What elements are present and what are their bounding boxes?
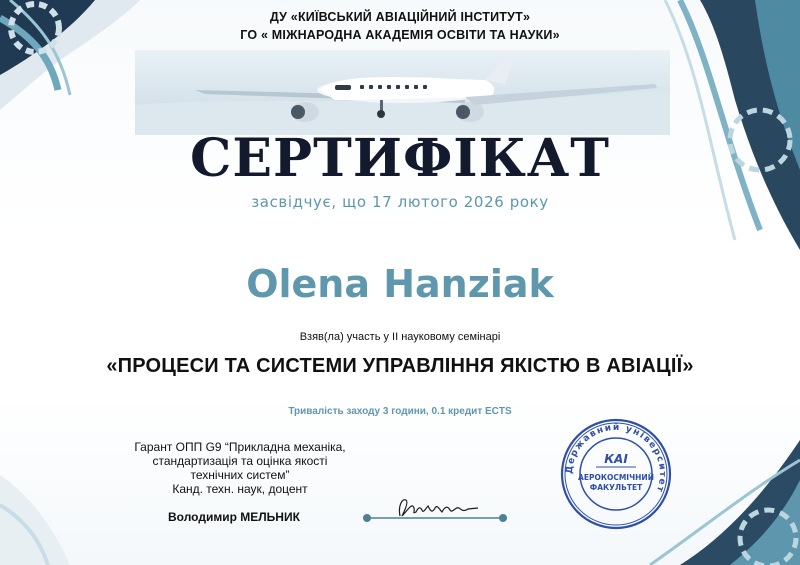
seal-ring-text: Державний університет [564,422,668,495]
signature-mark [399,500,478,516]
seal-logo: КАІ [604,452,628,466]
airplane-banner [135,50,670,135]
guarantor-degree: Канд. техн. наук, доцент [172,482,308,496]
certificate-title: СЕРТИФІКАТ [190,128,610,189]
official-seal [558,416,674,532]
institution-line-2: ГО « МІЖНАРОДНА АКАДЕМІЯ ОСВІТИ ТА НАУКИ» [240,28,560,42]
seal-inner-line-1: АЕРОКОСМІЧНИЙ [578,473,654,482]
institution-line-1: ДУ «КИЇВСЬКИЙ АВІАЦІЙНИЙ ІНСТИТУТ» [269,10,531,24]
seal-inner-line-2: ФАКУЛЬТЕТ [589,483,643,492]
seminar-title: «ПРОЦЕСИ ТА СИСТЕМИ УПРАВЛІННЯ ЯКІСТЮ В АВІАЦІЇ» [106,355,694,377]
guarantor-line-1: Гарант ОПП G9 “Прикладна механіка, [134,440,346,454]
guarantor-line-3: технічних систем” [190,468,290,482]
certifies-line: засвідчує, що 17 лютого 2026 року [251,193,549,211]
guarantor-block [100,440,380,496]
signer-name: Володимир МЕЛЬНИК [168,510,300,524]
duration-line: Тривалість заходу 3 години, 0.1 кредит ECTS [288,406,512,417]
recipient-name: Olena Hanziak [246,262,554,306]
participation-line: Взяв(ла) участь у ІІ науковому семінарі [299,331,501,343]
guarantor-line-2: стандартизація та оцінка якості [152,454,328,468]
signature-line [360,492,510,524]
